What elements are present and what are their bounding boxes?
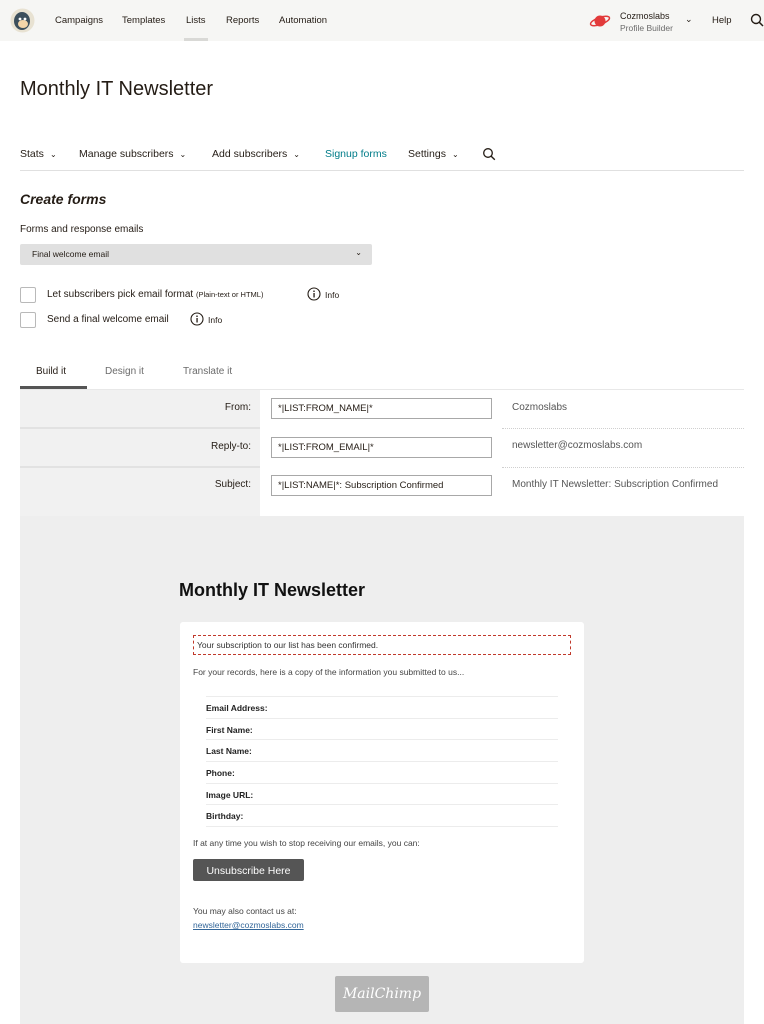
tab-design-it[interactable]: Design it [105, 366, 144, 377]
nav-templates[interactable]: Templates [122, 15, 166, 26]
reply-to-label: Reply-to: [210, 441, 251, 452]
planet-avatar-icon[interactable] [589, 13, 611, 29]
info-link[interactable]: Info [208, 315, 223, 325]
chevron-down-icon: ⌄ [451, 150, 459, 159]
forms-label: Forms and response emails [20, 224, 144, 235]
form-type-select-value: Final welcome email [32, 249, 109, 259]
info-icon[interactable] [307, 287, 321, 301]
chevron-down-icon: ⌄ [355, 248, 362, 257]
top-nav [0, 0, 764, 41]
subnav-manage-label: Manage subscribers [79, 148, 174, 160]
nav-lists[interactable]: Lists [186, 15, 206, 26]
nav-reports[interactable]: Reports [226, 15, 260, 26]
subnav-manage-subscribers[interactable] [79, 148, 186, 160]
subject-label: Subject: [214, 479, 251, 490]
info-row-label: First Name: [206, 725, 253, 735]
subnav-signup-label: Signup forms [325, 148, 387, 160]
info-icon[interactable] [190, 312, 204, 326]
create-forms-heading: Create forms [20, 191, 107, 207]
subnav-add-subscribers[interactable] [212, 148, 300, 160]
account-name[interactable]: Cozmoslabs [620, 11, 670, 21]
info-row [206, 761, 558, 783]
chevron-down-icon: ⌄ [293, 150, 300, 159]
subnav-add-label: Add subscribers [212, 148, 288, 160]
info-row [206, 783, 558, 805]
nav-campaigns[interactable]: Campaigns [55, 15, 104, 26]
account-subtitle: Profile Builder [620, 23, 673, 33]
row-divider [20, 427, 260, 429]
contact-email-link[interactable]: newsletter@cozmoslabs.com [193, 920, 304, 930]
reply-to-input[interactable] [271, 437, 492, 458]
from-label: From: [224, 402, 251, 413]
info-row-label: Email Address: [206, 703, 268, 713]
contact-text: You may also contact us at: [193, 906, 297, 916]
subject-resolved-value: Monthly IT Newsletter: Subscription Confirmed [512, 479, 719, 490]
nav-active-indicator [184, 38, 208, 41]
subject-input[interactable] [271, 475, 492, 496]
subnav-signup-forms[interactable] [325, 148, 387, 160]
from-resolved-value: Cozmoslabs [512, 402, 568, 413]
records-text: For your records, here is a copy of the information you submitted to us... [193, 667, 465, 677]
email-format-hint: (Plain-text or HTML) [195, 290, 264, 299]
subnav-divider [20, 170, 744, 171]
chevron-down-icon[interactable]: ⌄ [685, 14, 693, 24]
info-row [206, 718, 558, 740]
tab-translate-it[interactable]: Translate it [183, 366, 233, 377]
row-divider [502, 467, 744, 468]
subnav-stats-label: Stats [20, 148, 44, 160]
mailchimp-logo-icon[interactable] [9, 7, 36, 34]
final-welcome-label: Send a final welcome email [47, 314, 169, 325]
final-welcome-checkbox[interactable] [20, 312, 36, 328]
tab-build-it[interactable]: Build it [36, 366, 67, 377]
subnav-stats[interactable] [20, 148, 57, 160]
info-row [206, 804, 558, 826]
form-type-select[interactable] [20, 244, 372, 265]
info-row [206, 696, 558, 718]
confirmation-text[interactable]: Your subscription to our list has been confirmed. [197, 640, 379, 650]
info-row-label: Last Name: [206, 746, 252, 756]
help-link[interactable]: Help [712, 15, 732, 26]
search-icon[interactable] [750, 13, 764, 27]
preview-title[interactable]: Monthly IT Newsletter [179, 580, 366, 600]
unsubscribe-button[interactable]: Unsubscribe Here [193, 859, 304, 881]
subnav-settings[interactable] [408, 148, 459, 160]
email-format-label-text: Let subscribers pick email format [47, 289, 194, 300]
from-input[interactable] [271, 398, 492, 419]
info-row [206, 739, 558, 761]
email-format-checkbox[interactable] [20, 287, 36, 303]
nav-automation[interactable]: Automation [279, 15, 328, 26]
reply-to-resolved-value: newsletter@cozmoslabs.com [512, 440, 643, 451]
info-row-label: Phone: [206, 768, 235, 778]
email-format-label [47, 289, 263, 300]
info-table-bottom-rule [206, 826, 558, 827]
unsubscribe-prompt: If at any time you wish to stop receiving our emails, you can: [193, 838, 420, 848]
chevron-down-icon: ⌄ [179, 150, 187, 159]
mailchimp-badge[interactable]: MailChimp [335, 976, 429, 1012]
search-icon[interactable] [482, 147, 496, 161]
row-divider [502, 428, 744, 429]
row-divider [20, 466, 260, 468]
info-row-label: Image URL: [206, 790, 254, 800]
subnav-settings-label: Settings [408, 148, 446, 160]
chevron-down-icon: ⌄ [49, 150, 57, 159]
page-title: Monthly IT Newsletter [20, 78, 214, 100]
info-row-label: Birthday: [206, 811, 244, 821]
info-link[interactable]: Info [325, 290, 340, 300]
